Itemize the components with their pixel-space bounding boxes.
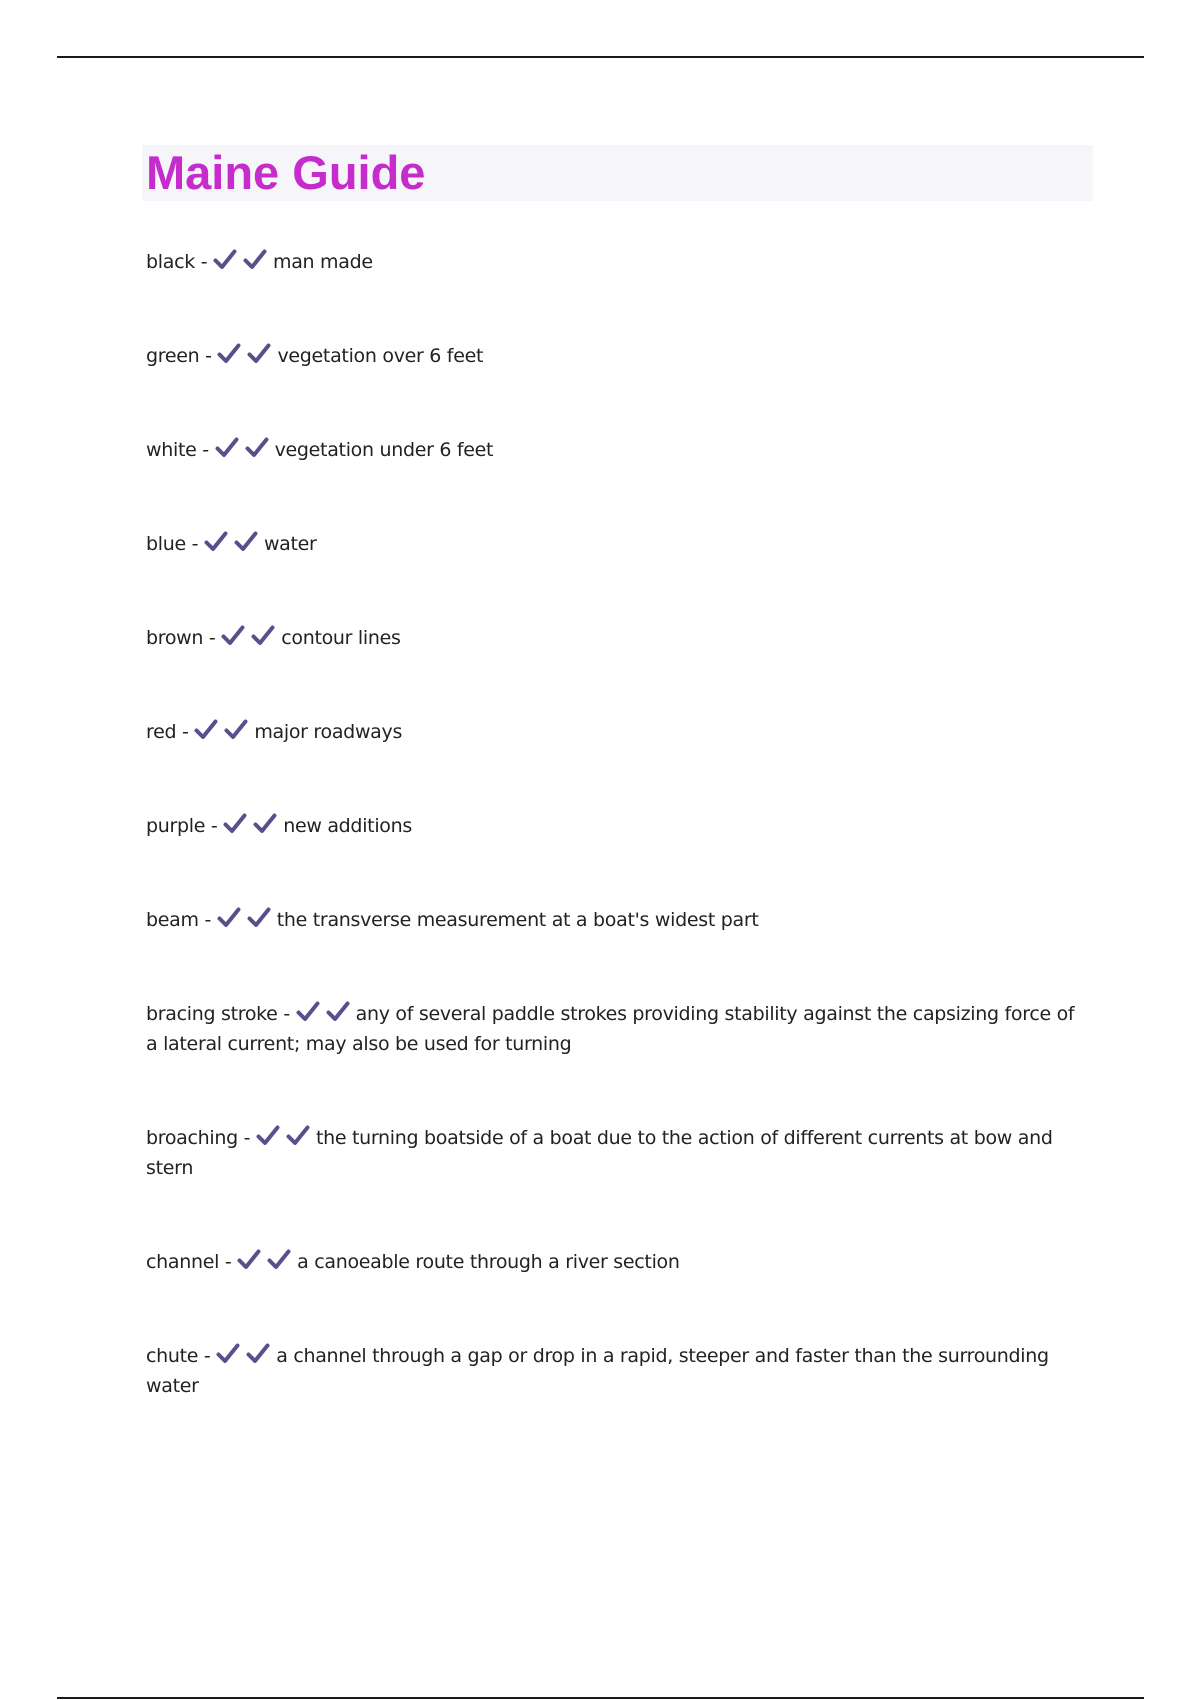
term: brown bbox=[146, 627, 204, 649]
term: channel bbox=[146, 1251, 220, 1273]
separator: - bbox=[182, 721, 189, 743]
checkmark-icon bbox=[237, 1249, 261, 1271]
definition: the transverse measurement at a boat's widest part bbox=[276, 909, 759, 931]
list-item bbox=[146, 529, 1086, 559]
checkmark-icon bbox=[215, 437, 239, 459]
checkmark-icon bbox=[246, 1343, 270, 1365]
separator: - bbox=[191, 533, 199, 555]
definition: a channel through a gap or drop in a rapid, steeper and faster than the surrounding water bbox=[146, 1345, 1049, 1397]
checkmark-icon bbox=[245, 437, 269, 459]
definition: man made bbox=[273, 251, 373, 273]
checkmark-icon bbox=[224, 719, 248, 741]
term: purple bbox=[146, 815, 206, 837]
separator: - bbox=[208, 627, 216, 649]
checkmark-icon bbox=[256, 1125, 280, 1147]
separator: - bbox=[204, 909, 212, 931]
definition: the turning boatside of a boat due to the action of different currents at bow and stern bbox=[146, 1127, 1053, 1179]
checkmark-icon bbox=[247, 343, 271, 365]
checkmark-icon bbox=[326, 1001, 350, 1023]
term: red bbox=[146, 721, 177, 743]
list-item bbox=[146, 999, 1086, 1059]
checkmark-icon bbox=[286, 1125, 310, 1147]
list-item bbox=[146, 1123, 1086, 1183]
term: broaching bbox=[146, 1127, 238, 1149]
checkmark-icon bbox=[267, 1249, 291, 1271]
separator: - bbox=[203, 1345, 211, 1367]
term: bracing stroke bbox=[146, 1003, 278, 1025]
list-item bbox=[146, 1247, 1086, 1277]
definition: vegetation over 6 feet bbox=[277, 345, 484, 367]
separator: - bbox=[210, 815, 218, 837]
separator: - bbox=[243, 1127, 251, 1149]
list-item bbox=[146, 811, 1086, 841]
checkmark-icon bbox=[253, 813, 277, 835]
list-item bbox=[146, 1341, 1086, 1401]
list-item bbox=[146, 247, 1086, 277]
separator: - bbox=[283, 1003, 290, 1025]
list-item bbox=[146, 905, 1086, 935]
checkmark-icon bbox=[234, 531, 258, 553]
definition: new additions bbox=[283, 815, 412, 837]
definition: vegetation under 6 feet bbox=[274, 439, 494, 461]
definition: water bbox=[263, 533, 317, 555]
separator: - bbox=[202, 439, 209, 461]
checkmark-icon bbox=[223, 813, 247, 835]
definition: contour lines bbox=[281, 627, 401, 649]
term: green bbox=[146, 345, 200, 367]
list-item bbox=[146, 717, 1086, 747]
checkmark-icon bbox=[213, 249, 237, 271]
flashcard-list bbox=[146, 247, 1086, 1465]
title-banner bbox=[142, 145, 1093, 201]
list-item bbox=[146, 435, 1086, 465]
separator: - bbox=[205, 345, 212, 367]
checkmark-icon bbox=[247, 907, 271, 929]
term: beam bbox=[146, 909, 199, 931]
definition: major roadways bbox=[254, 721, 403, 743]
definition: a canoeable route through a river section bbox=[297, 1251, 680, 1273]
checkmark-icon bbox=[217, 907, 241, 929]
checkmark-icon bbox=[251, 625, 275, 647]
list-item bbox=[146, 341, 1086, 371]
footer-rule bbox=[57, 1697, 1144, 1699]
term: white bbox=[146, 439, 197, 461]
separator: - bbox=[200, 251, 208, 273]
checkmark-icon bbox=[216, 1343, 240, 1365]
document-title: Maine Guide bbox=[146, 146, 426, 199]
checkmark-icon bbox=[296, 1001, 320, 1023]
list-item bbox=[146, 623, 1086, 653]
term: chute bbox=[146, 1345, 199, 1367]
separator: - bbox=[224, 1251, 232, 1273]
definition: any of several paddle strokes providing stability against the capsizing force of a lateral current; may also be used for turning bbox=[146, 1003, 1075, 1055]
header-rule bbox=[57, 56, 1144, 58]
checkmark-icon bbox=[194, 719, 218, 741]
checkmark-icon bbox=[221, 625, 245, 647]
checkmark-icon bbox=[204, 531, 228, 553]
term: black bbox=[146, 251, 195, 273]
checkmark-icon bbox=[217, 343, 241, 365]
term: blue bbox=[146, 533, 186, 555]
checkmark-icon bbox=[243, 249, 267, 271]
